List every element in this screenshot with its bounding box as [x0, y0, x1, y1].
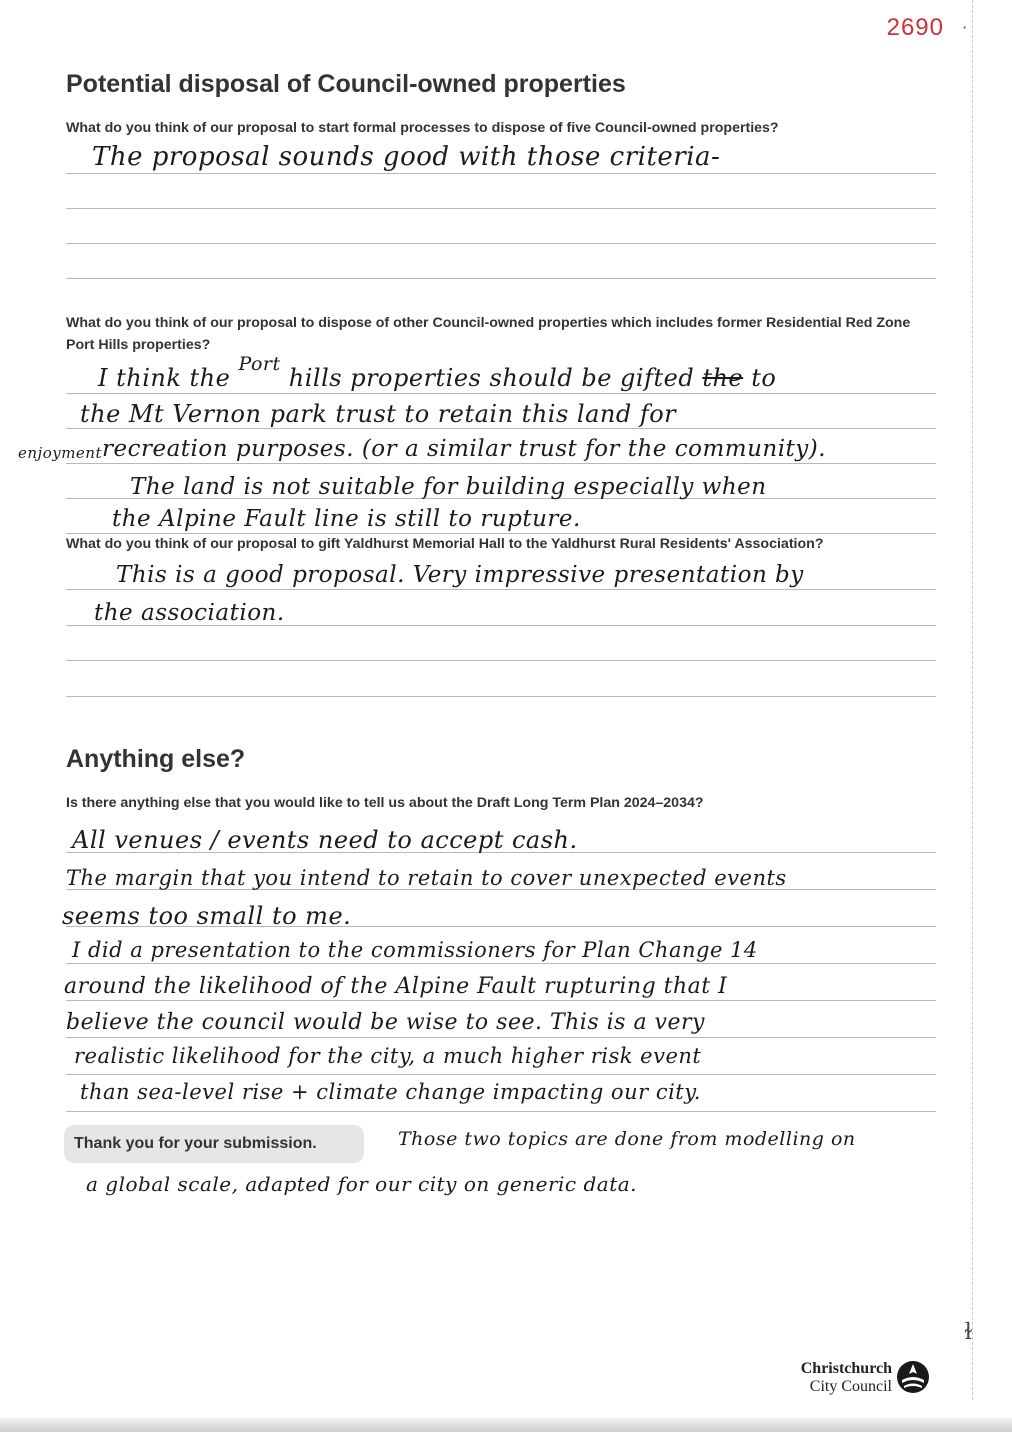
- question-red-zone-properties: What do you think of our proposal to dispose of other Council-owned properties which includes former Residential Red Zone Port Hills properties?: [66, 315, 911, 353]
- answer-line: [66, 428, 936, 429]
- handwritten-margin-note: enjoyment: [18, 444, 102, 462]
- handwritten-answer-line: All venues / events need to accept cash.: [72, 826, 578, 854]
- handwritten-text: hills properties should be gifted: [288, 364, 695, 392]
- christchurch-city-council-logo: [786, 1360, 936, 1400]
- answer-line: [66, 660, 936, 661]
- answer-line: [66, 963, 936, 964]
- margin-handwritten-mark: ɫ: [964, 1320, 973, 1345]
- scan-edge: [0, 1418, 1012, 1432]
- answer-line: [66, 1000, 936, 1001]
- handwritten-answer-line: The proposal sounds good with those criteria-: [92, 142, 721, 172]
- answer-line: [66, 589, 936, 590]
- page-edge-divider: [972, 0, 973, 1400]
- handwritten-answer-line: [98, 353, 777, 392]
- handwritten-answer-line: believe the council would be wise to see. This is a very: [66, 1010, 705, 1035]
- answer-line: [66, 463, 936, 464]
- question-anything-else: Is there anything else that you would like to tell us about the Draft Long Term Plan 2024–2034?: [66, 795, 704, 811]
- question-yaldhurst-hall: What do you think of our proposal to gift Yaldhurst Memorial Hall to the Yaldhurst Rural Residents' Association?: [66, 536, 824, 552]
- handwritten-answer-line: recreation purposes. (or a similar trust for the community).: [102, 436, 827, 462]
- answer-line: [66, 1111, 936, 1112]
- section-title-anything-else: Anything else?: [66, 745, 246, 773]
- answer-line: [66, 1074, 936, 1075]
- handwritten-answer-line: the Mt Vernon park trust to retain this land for: [80, 400, 677, 428]
- handwritten-answer-line: This is a good proposal. Very impressive presentation by: [116, 562, 804, 588]
- question-five-properties: What do you think of our proposal to start formal processes to dispose of five Council-owned properties?: [66, 120, 779, 136]
- logo-line-1: Christchurch: [800, 1360, 892, 1377]
- handwritten-answer-line: than sea-level rise + climate change impacting our city.: [80, 1080, 701, 1104]
- answer-line: [66, 173, 936, 174]
- handwritten-text: I think the: [98, 364, 231, 392]
- handwritten-answer-line: the association.: [94, 600, 285, 626]
- handwritten-answer-line: around the likelihood of the Alpine Fault rupturing that I: [64, 974, 728, 999]
- handwritten-answer-line: the Alpine Fault line is still to rupture.: [112, 506, 581, 532]
- handwritten-struck-word: the: [702, 364, 744, 392]
- cathedral-emblem-icon: [896, 1360, 930, 1394]
- answer-line: [66, 243, 936, 244]
- answer-line: [66, 696, 936, 697]
- handwritten-answer-line: realistic likelihood for the city, a much higher risk event: [74, 1044, 702, 1068]
- answer-line: [66, 208, 936, 209]
- handwritten-answer-line: Those two topics are done from modelling on: [398, 1128, 856, 1150]
- handwritten-text: to: [751, 364, 777, 392]
- thank-you-banner: Thank you for your submission.: [64, 1125, 364, 1163]
- answer-line: [66, 278, 936, 279]
- logo-line-2: City Council: [809, 1378, 892, 1395]
- answer-line: [66, 1037, 936, 1038]
- handwritten-insertion: Port: [238, 353, 281, 375]
- answer-line: [66, 393, 936, 394]
- document-number: 2690: [886, 14, 944, 41]
- handwritten-answer-line: a global scale, adapted for our city on generic data.: [86, 1172, 638, 1196]
- handwritten-answer-line: The margin that you intend to retain to cover unexpected events: [66, 866, 787, 890]
- handwritten-answer-line: I did a presentation to the commissioners for Plan Change 14: [72, 938, 758, 962]
- section-title-disposal: Potential disposal of Council-owned properties: [66, 70, 626, 98]
- handwritten-answer-line: The land is not suitable for building especially when: [130, 474, 767, 500]
- handwritten-answer-line: seems too small to me.: [62, 902, 352, 930]
- corner-mark: ·: [962, 18, 968, 37]
